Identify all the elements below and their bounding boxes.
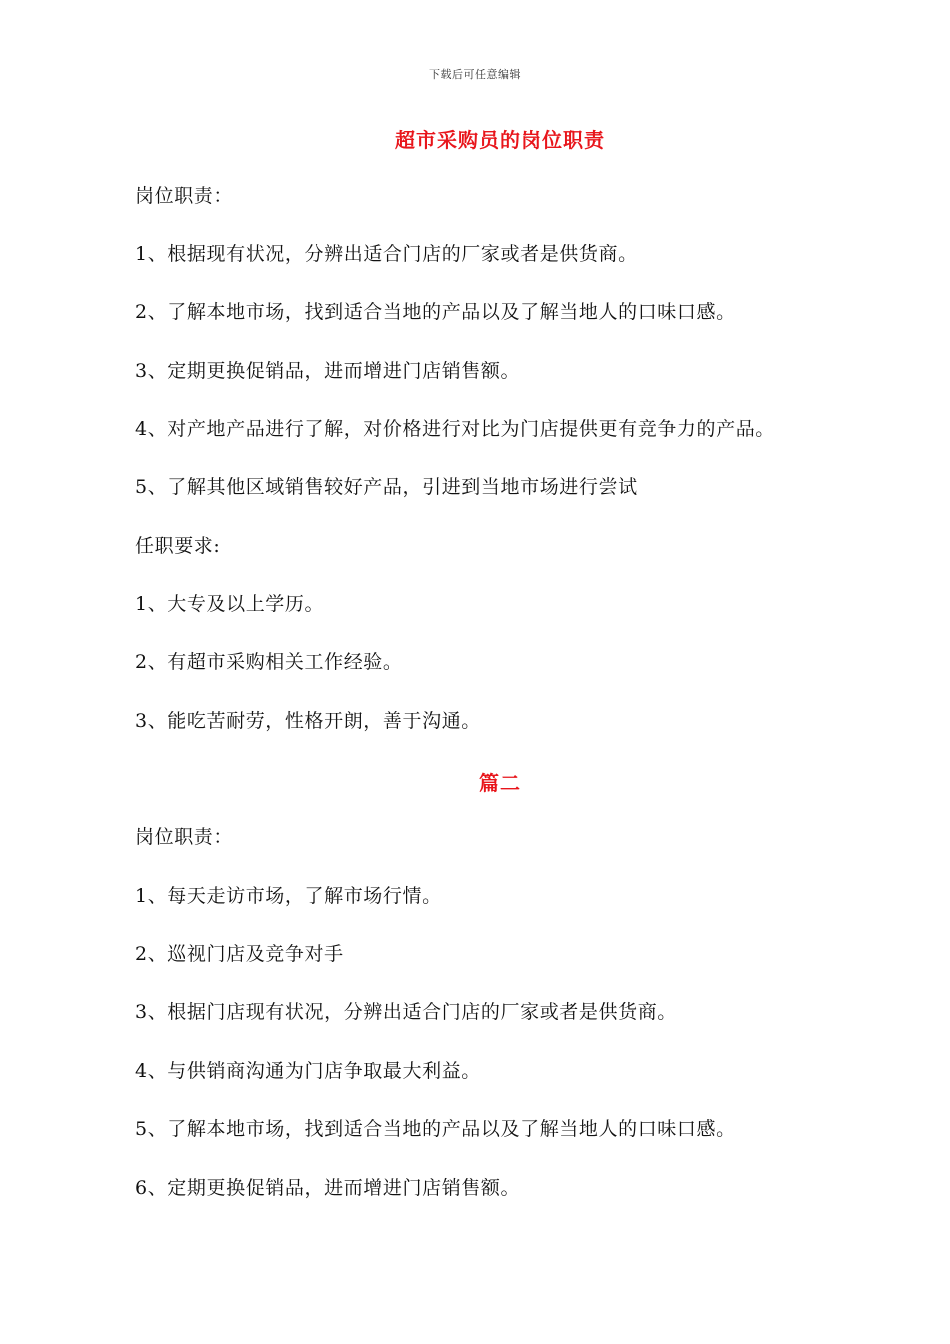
document-title: 超市采购员的岗位职责 [395, 128, 605, 152]
section1-requirement-1: 1、大专及以上学历。 [135, 593, 325, 615]
section2-title: 篇二 [479, 771, 521, 795]
section1-duty-3: 3、定期更换促销品，进而增进门店销售额。 [135, 360, 521, 382]
section1-duty-5: 5、了解其他区域销售较好产品，引进到当地市场进行尝试 [135, 476, 638, 498]
section2-duty-6: 6、定期更换促销品，进而增进门店销售额。 [135, 1177, 521, 1199]
section1-duty-4: 4、对产地产品进行了解，对价格进行对比为门店提供更有竞争力的产品。 [135, 418, 775, 440]
section2-duty-3: 3、根据门店现有状况，分辨出适合门店的厂家或者是供货商。 [135, 1001, 677, 1023]
section1-requirement-2: 2、有超市采购相关工作经验。 [135, 651, 403, 673]
section1-requirements-heading: 任职要求: [135, 535, 221, 557]
section1-duties-heading: 岗位职责： [135, 185, 234, 207]
section2-duty-2: 2、巡视门店及竞争对手 [135, 943, 344, 965]
section2-duty-5: 5、了解本地市场，找到适合当地的产品以及了解当地人的口味口感。 [135, 1118, 736, 1140]
section2-duty-1: 1、每天走访市场，了解市场行情。 [135, 885, 442, 907]
section1-duty-1: 1、根据现有状况，分辨出适合门店的厂家或者是供货商。 [135, 243, 638, 265]
section1-duty-2: 2、了解本地市场，找到适合当地的产品以及了解当地人的口味口感。 [135, 301, 736, 323]
section2-duties-heading: 岗位职责： [135, 826, 234, 848]
header-note: 下载后可任意编辑 [429, 68, 521, 81]
section1-requirement-3: 3、能吃苦耐劳，性格开朗，善于沟通。 [135, 710, 481, 732]
section2-duty-4: 4、与供销商沟通为门店争取最大利益。 [135, 1060, 481, 1082]
